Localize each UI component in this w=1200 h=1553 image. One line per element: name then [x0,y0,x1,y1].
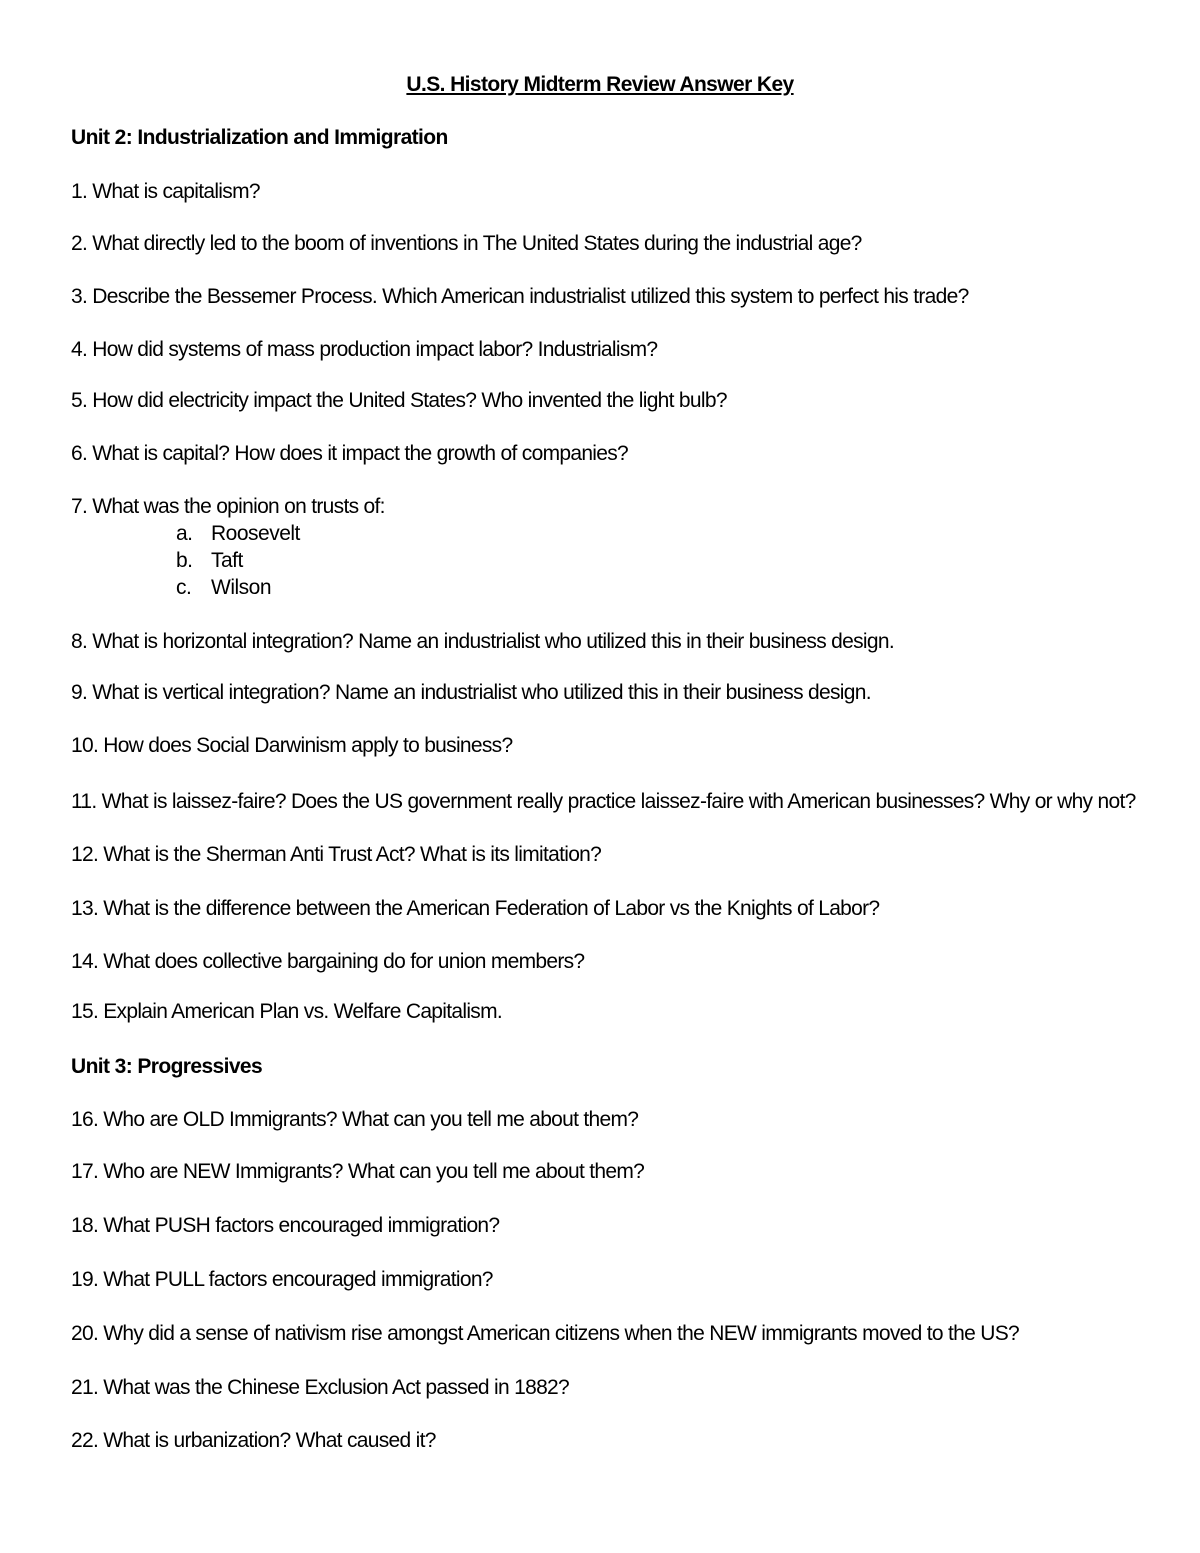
question-22: 22. What is urbanization? What caused it? [71,1429,436,1452]
question-13: 13. What is the difference between the American Federation of Labor vs the Knights of Labor? [71,897,880,920]
unit-2-heading: Unit 2: Industrialization and Immigration [71,126,448,149]
question-11: 11. What is laissez-faire? Does the US government really practice laissez-faire with American businesses? Why or why not? [71,790,1136,813]
question-4: 4. How did systems of mass production impact labor? Industrialism? [71,338,658,361]
question-6: 6. What is capital? How does it impact the growth of companies? [71,442,629,465]
option-marker: c. [176,576,192,599]
question-17: 17. Who are NEW Immigrants? What can you tell me about them? [71,1160,645,1183]
question-18: 18. What PUSH factors encouraged immigration? [71,1214,500,1237]
question-5: 5. How did electricity impact the United States? Who invented the light bulb? [71,389,727,412]
question-14: 14. What does collective bargaining do for union members? [71,950,585,973]
unit-3-heading: Unit 3: Progressives [71,1055,263,1078]
question-20: 20. Why did a sense of nativism rise amongst American citizens when the NEW immigrants moved to the US? [71,1322,1019,1345]
question-1: 1. What is capitalism? [71,180,260,203]
question-7-option-c [176,576,271,600]
question-7: 7. What was the opinion on trusts of: [71,495,385,518]
question-10: 10. How does Social Darwinism apply to business? [71,734,513,757]
question-21: 21. What was the Chinese Exclusion Act passed in 1882? [71,1376,570,1399]
document-title: U.S. History Midterm Review Answer Key [406,73,794,96]
question-15: 15. Explain American Plan vs. Welfare Capitalism. [71,1000,503,1023]
option-marker: b. [176,549,193,572]
question-16: 16. Who are OLD Immigrants? What can you tell me about them? [71,1108,639,1131]
question-7-option-b [176,549,243,573]
question-7-option-a [176,522,300,546]
option-marker: a. [176,522,193,545]
question-9: 9. What is vertical integration? Name an industrialist who utilized this in their business design. [71,681,871,704]
option-text: Wilson [211,576,272,599]
question-19: 19. What PULL factors encouraged immigration? [71,1268,493,1291]
option-text: Roosevelt [211,522,300,545]
question-8: 8. What is horizontal integration? Name an industrialist who utilized this in their business design. [71,630,894,653]
question-2: 2. What directly led to the boom of inventions in The United States during the industrial age? [71,232,862,255]
option-text: Taft [211,549,243,572]
question-12: 12. What is the Sherman Anti Trust Act? What is its limitation? [71,843,602,866]
question-3: 3. Describe the Bessemer Process. Which American industrialist utilized this system to perfect his trade? [71,285,969,308]
